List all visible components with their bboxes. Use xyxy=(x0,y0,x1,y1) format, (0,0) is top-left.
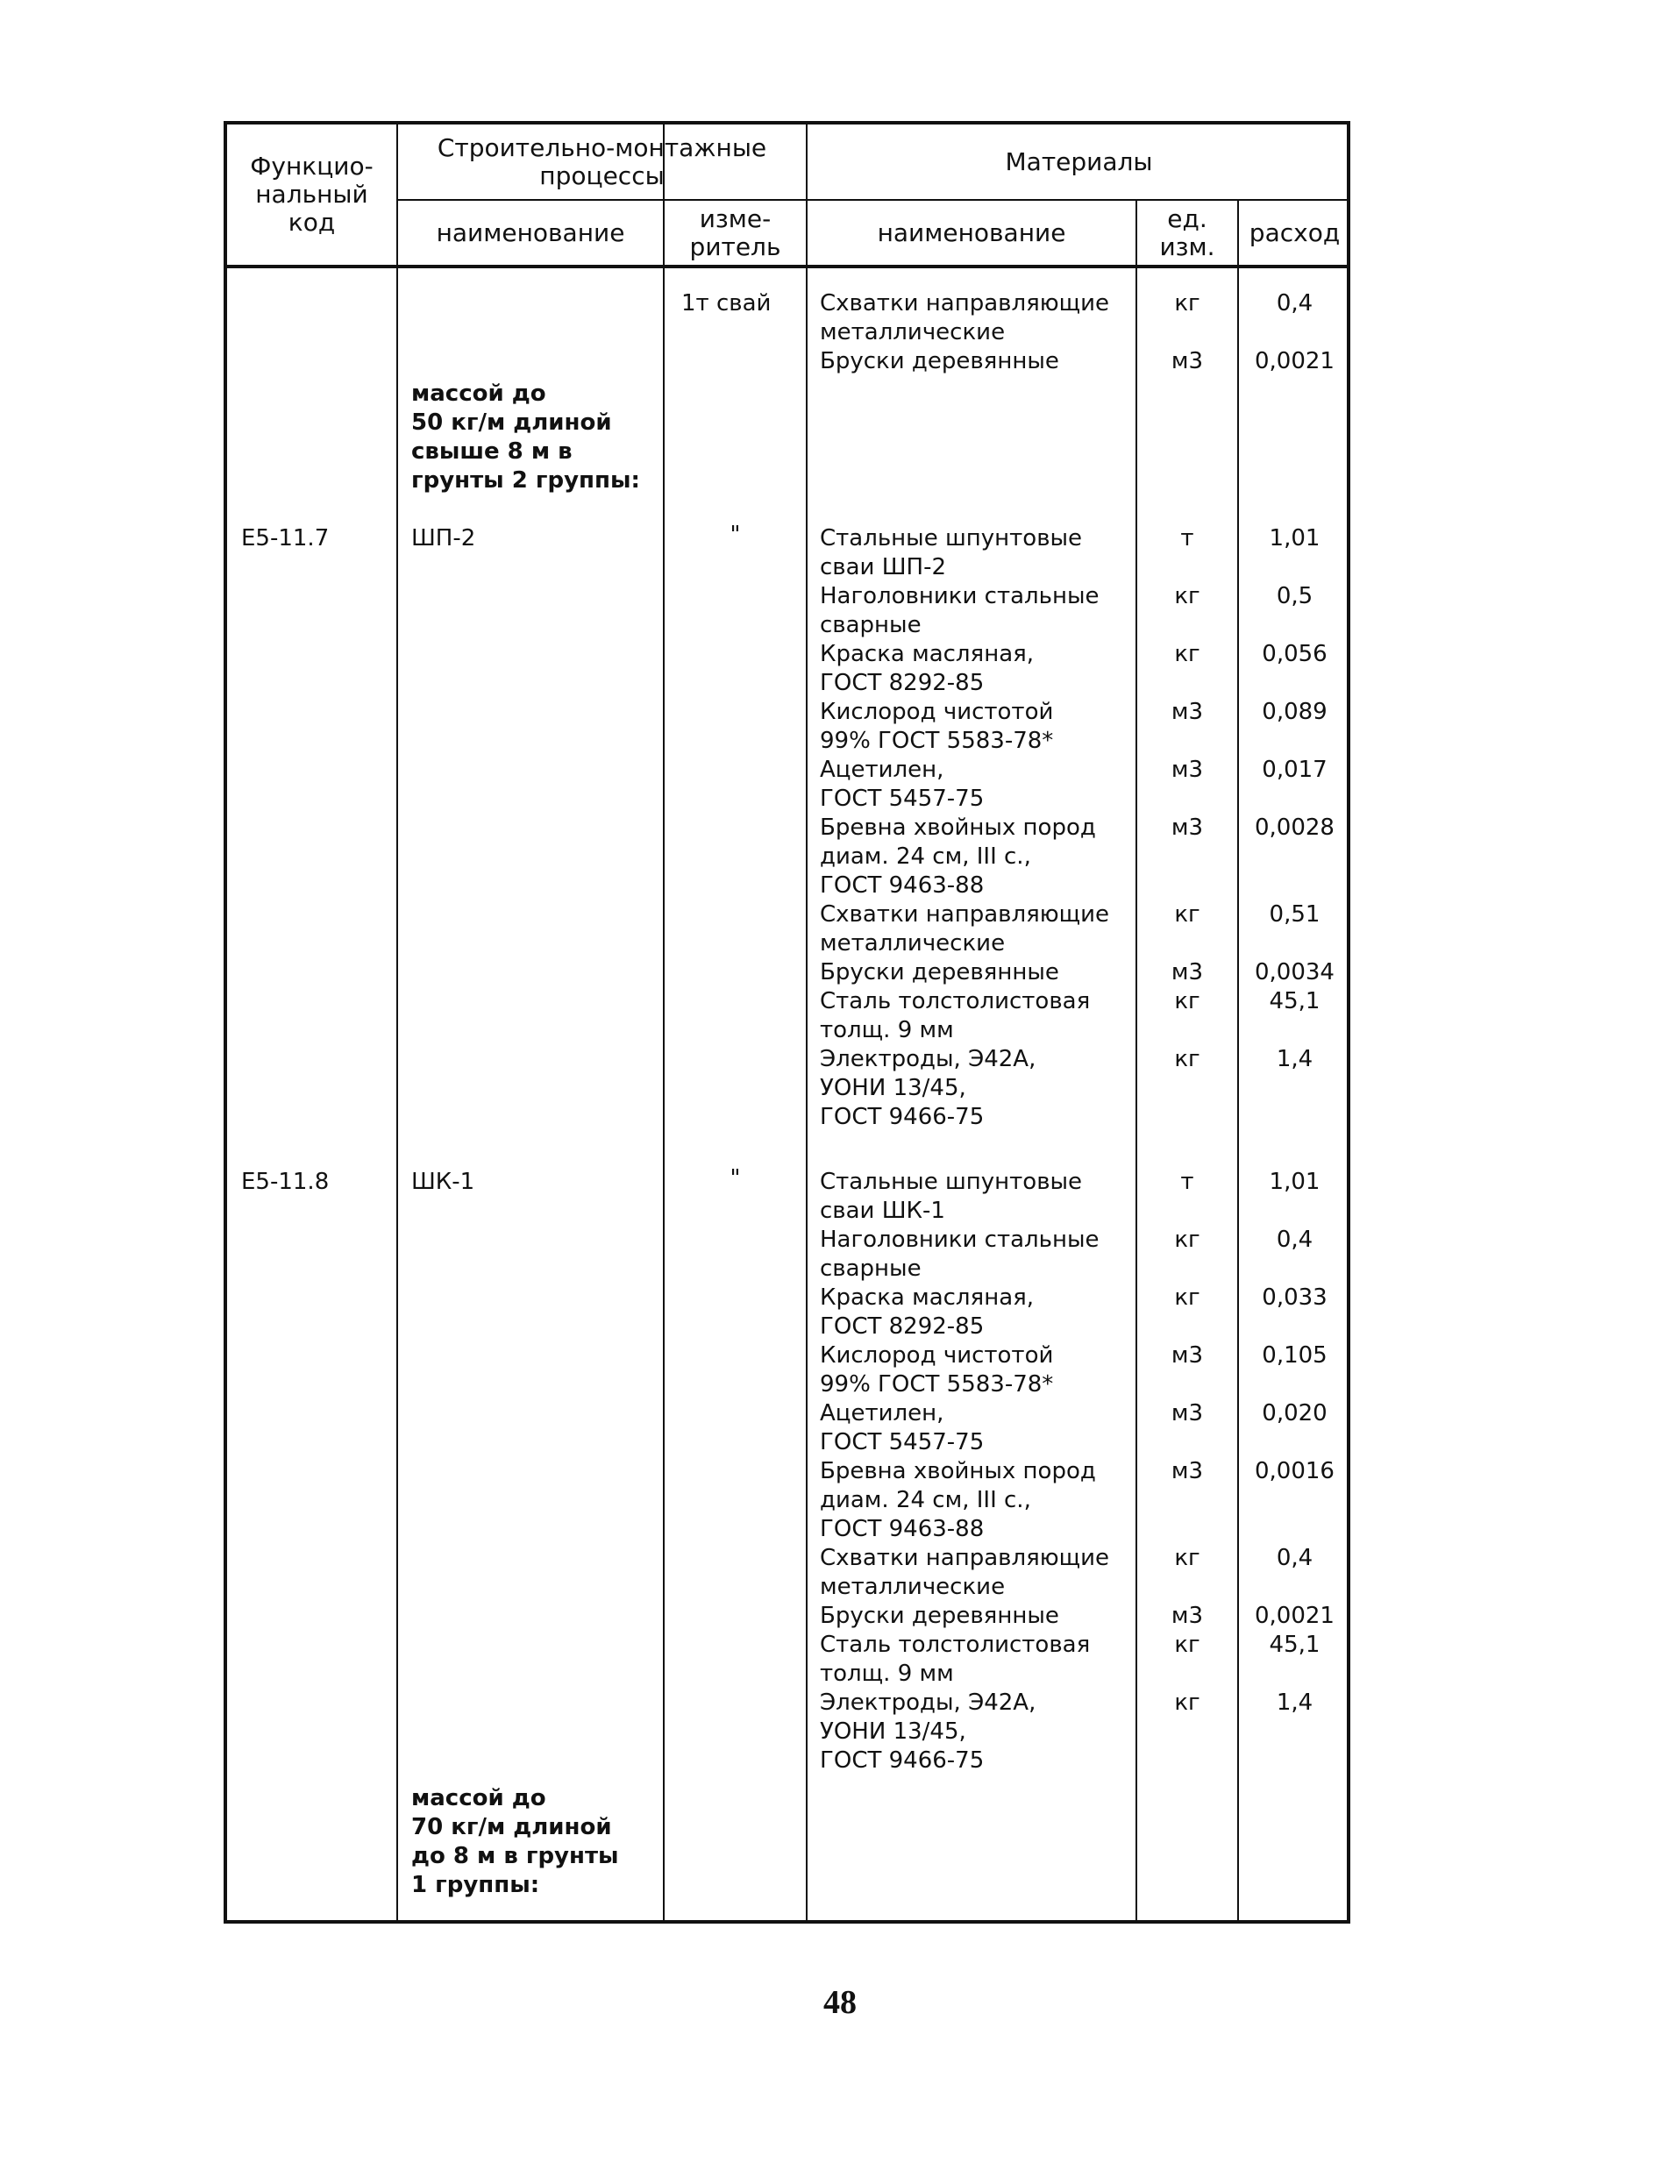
group2-material-unit: кг xyxy=(1174,1284,1200,1311)
group2-material-qty: 1,4 xyxy=(1276,1690,1313,1716)
group1-name: ШП-2 xyxy=(411,525,476,551)
group2-material-qty: 1,01 xyxy=(1269,1169,1321,1195)
group1-material-qty: 0,017 xyxy=(1262,757,1328,783)
col-divider-code xyxy=(396,124,398,1920)
group1-material-qty: 0,089 xyxy=(1262,699,1328,725)
page-number: 48 xyxy=(823,1984,857,2021)
group2-material-qty: 45,1 xyxy=(1269,1632,1321,1658)
group1-material-name: Бревна хвойных пород диам. 24 см, III с., ГОСТ 9463-88 xyxy=(820,815,1096,899)
group1-material-qty: 45,1 xyxy=(1269,988,1321,1014)
group2-material-name: Схватки направляющие металлические xyxy=(820,1545,1110,1600)
group1-material-unit: м3 xyxy=(1171,815,1204,841)
group1-material-qty: 0,0034 xyxy=(1255,959,1335,985)
intro-material-2-unit: м3 xyxy=(1171,348,1204,374)
header-meter: изме- ритель xyxy=(689,203,781,261)
group2-material-qty: 0,033 xyxy=(1262,1284,1328,1311)
group2-material-name: Наголовники стальные сварные xyxy=(820,1227,1100,1282)
group2-material-name: Сталь толстолистовая толщ. 9 мм xyxy=(820,1632,1091,1687)
group1-material-unit: кг xyxy=(1174,1046,1200,1072)
col-divider-proc-name xyxy=(663,124,665,1920)
group1-material-qty: 0,51 xyxy=(1269,901,1321,928)
header-unit: ед. изм. xyxy=(1159,203,1215,261)
group2-material-name: Электроды, Э42А, УОНИ 13/45, ГОСТ 9466-75 xyxy=(820,1690,1036,1774)
group1-material-qty: 1,4 xyxy=(1276,1046,1313,1072)
group2-name: ШК-1 xyxy=(411,1169,475,1195)
group1-material-name: Электроды, Э42А, УОНИ 13/45, ГОСТ 9466-75 xyxy=(820,1046,1036,1130)
header-usage: расход xyxy=(1249,217,1341,247)
group1-material-name: Стальные шпунтовые сваи ШП-2 xyxy=(820,525,1083,580)
group2-material-name: Кислород чистотой 99% ГОСТ 5583-78* xyxy=(820,1342,1054,1398)
group2-code: Е5-11.8 xyxy=(241,1169,330,1195)
norms-table xyxy=(224,121,1350,1924)
group2-material-unit: кг xyxy=(1174,1632,1200,1658)
group2-material-unit: кг xyxy=(1174,1545,1200,1571)
group1-material-name: Бруски деревянные xyxy=(820,959,1059,985)
group2-material-name: Бревна хвойных пород диам. 24 см, III с., ГОСТ 9463-88 xyxy=(820,1458,1096,1542)
group2-material-name: Ацетилен, ГОСТ 5457-75 xyxy=(820,1400,985,1455)
intro-material-1-name: Схватки направляющие металлические xyxy=(820,290,1110,345)
group2-material-unit: кг xyxy=(1174,1227,1200,1253)
group2-material-unit: м3 xyxy=(1171,1400,1204,1426)
group1-material-unit: кг xyxy=(1174,901,1200,928)
group2-meter: " xyxy=(730,1165,741,1192)
group1-material-unit: кг xyxy=(1174,641,1200,667)
group1-material-name: Краска масляная, ГОСТ 8292-85 xyxy=(820,641,1035,696)
header-func-code: Функцио- нальный код xyxy=(250,152,374,237)
group2-material-name: Стальные шпунтовые сваи ШК-1 xyxy=(820,1169,1083,1224)
header-proc-name: наименование xyxy=(436,217,625,247)
intro-meter: 1т свай xyxy=(681,290,772,317)
intro-material-2-qty: 0,0021 xyxy=(1255,348,1335,374)
group2-material-qty: 0,4 xyxy=(1276,1545,1313,1571)
group1-material-qty: 0,056 xyxy=(1262,641,1328,667)
intro-material-2-name: Бруски деревянные xyxy=(820,348,1059,374)
header-mat-name: наименование xyxy=(877,217,1066,247)
group1-material-unit: кг xyxy=(1174,583,1200,609)
section-heading-2: массой до 70 кг/м длиной до 8 м в грунты 1 группы: xyxy=(411,1785,619,1898)
group1-material-qty: 0,5 xyxy=(1276,583,1313,609)
col-divider-meter xyxy=(806,124,808,1920)
group1-material-qty: 1,01 xyxy=(1269,525,1321,551)
intro-material-1-unit: кг xyxy=(1174,290,1200,317)
group1-material-unit: м3 xyxy=(1171,757,1204,783)
group1-material-unit: м3 xyxy=(1171,959,1204,985)
group1-material-name: Ацетилен, ГОСТ 5457-75 xyxy=(820,757,985,812)
group2-material-qty: 0,020 xyxy=(1262,1400,1328,1426)
group2-material-qty: 0,105 xyxy=(1262,1342,1328,1369)
group1-material-unit: м3 xyxy=(1171,699,1204,725)
group2-material-unit: т xyxy=(1180,1169,1194,1195)
header-bottom-rule xyxy=(227,265,1347,268)
group1-code: Е5-11.7 xyxy=(241,525,330,551)
group2-material-qty: 0,4 xyxy=(1276,1227,1313,1253)
section-heading-1: массой до 50 кг/м длиной свыше 8 м в грунты 2 группы: xyxy=(411,381,640,494)
group1-material-unit: кг xyxy=(1174,988,1200,1014)
group2-material-qty: 0,0021 xyxy=(1255,1603,1335,1629)
group2-material-name: Краска масляная, ГОСТ 8292-85 xyxy=(820,1284,1035,1340)
group2-material-unit: м3 xyxy=(1171,1603,1204,1629)
group1-material-name: Схватки направляющие металлические xyxy=(820,901,1110,957)
group2-material-qty: 0,0016 xyxy=(1255,1458,1335,1484)
group1-material-unit: т xyxy=(1180,525,1194,551)
group2-material-unit: м3 xyxy=(1171,1458,1204,1484)
group1-meter: " xyxy=(730,522,741,548)
group2-material-name: Бруски деревянные xyxy=(820,1603,1059,1629)
group2-material-unit: кг xyxy=(1174,1690,1200,1716)
group2-material-unit: м3 xyxy=(1171,1342,1204,1369)
group1-material-name: Сталь толстолистовая толщ. 9 мм xyxy=(820,988,1091,1043)
header-processes: Строительно-монтажные процессы xyxy=(437,132,767,190)
group1-material-name: Наголовники стальные сварные xyxy=(820,583,1100,638)
group1-material-qty: 0,0028 xyxy=(1255,815,1335,841)
intro-material-1-qty: 0,4 xyxy=(1276,290,1313,317)
header-materials: Материалы xyxy=(1005,146,1153,176)
group1-material-name: Кислород чистотой 99% ГОСТ 5583-78* xyxy=(820,699,1054,754)
